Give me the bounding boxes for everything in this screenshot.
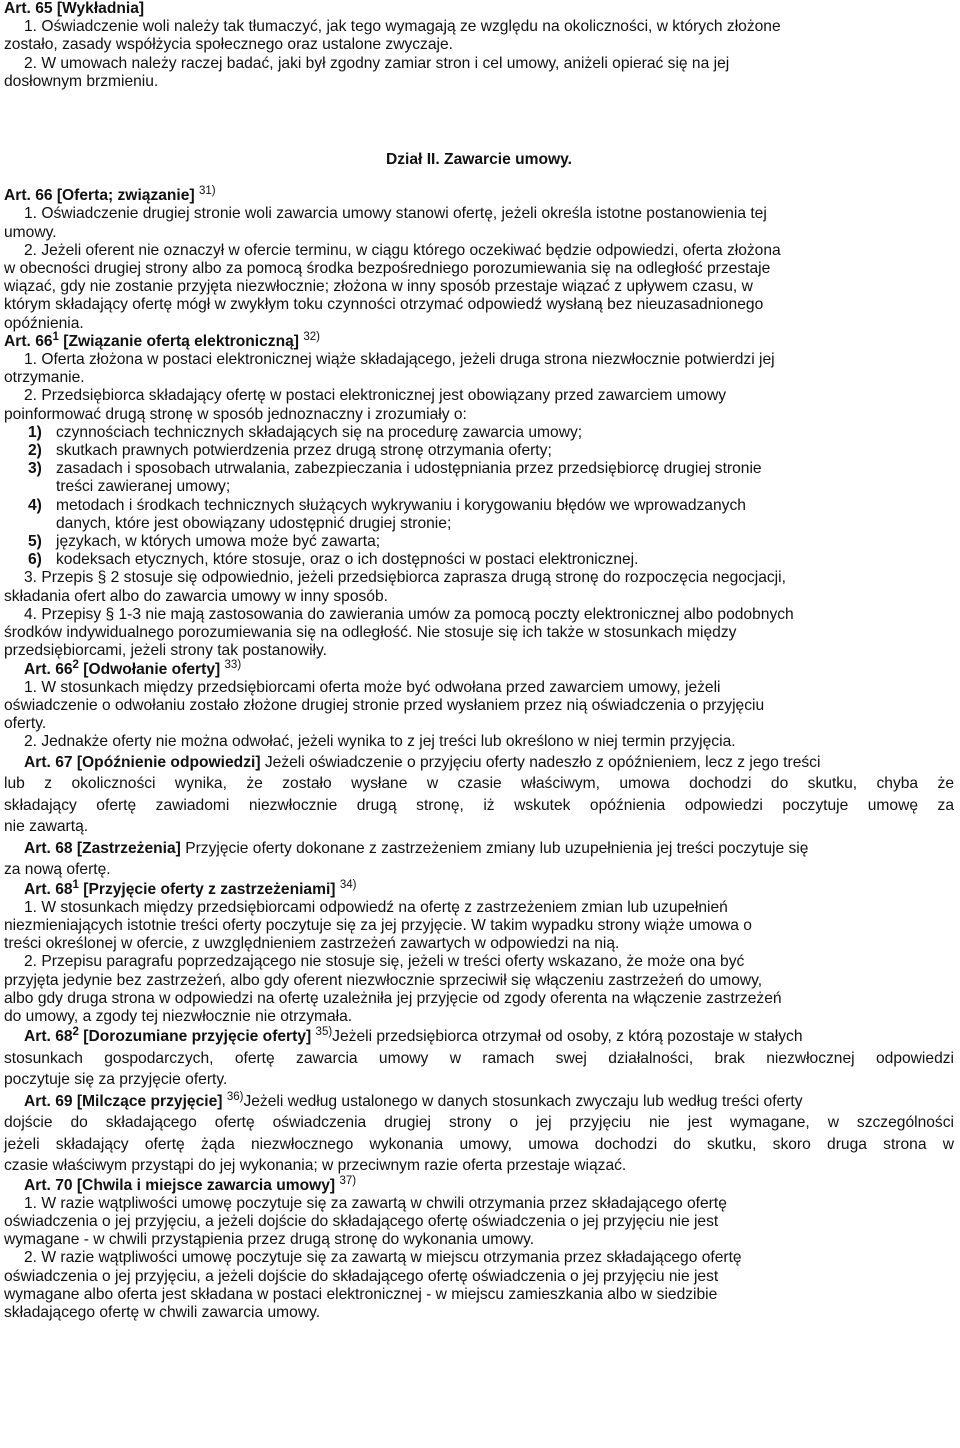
list-item-number: 4) <box>28 496 42 514</box>
article-68-1-line: niezmieniających istotnie treści oferty poczytuje się za jej przyjęcie. W takim wypadku strony wiąże umowa o <box>4 916 752 934</box>
article-67-line: Jeżeli oświadczenie o przyjęciu oferty nadeszło z opóźnieniem, lecz z jego treści <box>264 753 821 771</box>
article-68-1-line: przyjęta jedynie bez zastrzeżeń, albo gdy oferent niezwłocznie sprzeciwił się włączeniu zastrzeżeń do umowy, <box>4 971 763 989</box>
article-70-line: 2. W razie wątpliwości umowę poczytuje się za zawartą w miejscu otrzymania przez składającego ofertę <box>24 1249 742 1267</box>
article-66-2-line: 2. Jednakże oferty nie można odwołać, jeżeli wynika to z jej treści lub określono w niej termin przyjęcia. <box>24 733 736 751</box>
article-66-1-heading-line <box>4 330 954 351</box>
article-66-1-line: 2. Przedsiębiorca składający ofertę w postaci elektronicznej jest obowiązany przed zawarciem umowy <box>24 387 727 405</box>
article-65-para-1: 1. Oświadczenie woli należy tak tłumaczyć, jak tego wymagają ze względu na okoliczności, w których złożone <box>24 18 781 36</box>
article-66-line: 2. Jeżeli oferent nie oznaczył w ofercie terminu, w ciągu którego oczekiwać będzie odpowiedzi, oferta złożona <box>24 241 781 259</box>
footnote-ref: 32) <box>303 330 320 343</box>
article-67-heading-line <box>4 752 954 774</box>
article-65-para-2: 2. W umowach należy raczej badać, jaki był zgodny zamiar stron i cel umowy, aniżeli opierać się na jej <box>24 54 730 72</box>
article-68-line: Przyjęcie oferty dokonane z zastrzeżeniem zmiany lub uzupełnienia jej treści poczytuje się <box>185 839 809 857</box>
article-68-1-title: [Przyjęcie oferty z zastrzeżeniami] <box>83 880 336 898</box>
article-68-heading: Art. 68 [Zastrzeżenia] <box>24 839 181 857</box>
article-67-line: nie zawartą. <box>4 818 89 836</box>
article-67-line: lub z okoliczności wynika, że zostało wysłane w czasie właściwym, umowa dochodzi do skutku, chyba że <box>4 775 954 793</box>
article-70-line: składającego ofertę w chwili zawarcia umowy. <box>4 1304 321 1322</box>
list-item-text: skutkach prawnych potwierdzenia przez drugą stronę otrzymania oferty; <box>56 442 552 460</box>
list-item <box>4 442 954 460</box>
article-superscript: 1 <box>72 878 79 891</box>
article-superscript: 2 <box>72 1026 79 1039</box>
article-66-heading: Art. 66 [Oferta; związanie] <box>4 187 195 205</box>
list-item <box>4 551 954 569</box>
article-69-line: dojście do składającego ofertę oświadczenia drugiej strony o jej przyjęciu nie jest wymagane, w szczególności <box>4 1114 954 1132</box>
article-66-1-line: składania ofert albo do zawarcia umowy w inny sposób. <box>4 587 388 605</box>
article-68-1-line: do umowy, a zgody tej niezwłocznie nie otrzymała. <box>4 1007 353 1025</box>
article-67-line: składający ofertę zawiadomi niezwłocznie drugą stronę, iż wskutek opóźnienia odpowiedzi poczytuje umowę za <box>4 796 954 814</box>
article-65-para-1-cont: zostało, zasady współżycia społecznego oraz ustalone zwyczaje. <box>4 36 453 54</box>
article-68-line: za nową ofertę. <box>4 861 111 879</box>
article-66-1-line: 1. Oferta złożona w postaci elektronicznej wiąże składającego, jeżeli druga strona niezwłocznie potwierdzi jej <box>24 351 775 369</box>
article-70-line: 1. W razie wątpliwości umowę poczytuje się za zawartą w chwili otrzymania przez składającego ofertę <box>24 1194 727 1212</box>
footnote-ref: 33) <box>224 658 242 671</box>
section-title: Dział II. Zawarcie umowy. <box>385 151 573 169</box>
article-66-1-line: 4. Przepisy § 1-3 nie mają zastosowania do zawierania umów za pomocą poczty elektronicznej albo podobnych <box>24 605 794 623</box>
article-66-1-title: [Związanie ofertą elektroniczną] <box>63 332 299 350</box>
footnote-ref: 35) <box>315 1026 333 1039</box>
article-68-2-line: poczytuje się za przyjęcie oferty. <box>4 1071 228 1089</box>
list-item-text: językach, w których umowa może być zawarta; <box>56 533 381 551</box>
article-67-heading: Art. 67 [Opóźnienie odpowiedzi] <box>24 753 261 771</box>
article-69-line: jeżeli składający ofertę żąda niezwłocznego wykonania umowy, umowa dochodzi do skutku, skoro druga strona w <box>4 1135 954 1153</box>
article-66-2-line: oferty. <box>4 715 47 733</box>
article-70-line: wymagane - w chwili przystąpienia przez drugą stronę do wykonania umowy. <box>4 1231 535 1249</box>
article-66-2-line: 1. W stosunkach między przedsiębiorcami oferta może być odwołana przed zawarciem umowy, jeżeli <box>24 678 721 696</box>
article-70-heading-line <box>4 1174 954 1195</box>
article-66-1-line: otrzymanie. <box>4 369 85 387</box>
list-item-text: czynnościach technicznych składających się na procedurę zawarcia umowy; <box>56 423 583 441</box>
article-66-line: 1. Oświadczenie drugiej stronie woli zawarcia umowy stanowi ofertę, jeżeli określa istotne postanowienia tej <box>24 205 767 223</box>
article-70-line: wymagane albo oferta jest składana w postaci elektronicznej - w miejscu zamieszkania albo w siedzibie <box>4 1285 718 1303</box>
article-66-1-line: 3. Przepis § 2 stosuje się odpowiednio, jeżeli przedsiębiorca zaprasza drugą stronę do rozpoczęcia negocjacji, <box>24 569 786 587</box>
article-68-1-line: 1. W stosunkach między przedsiębiorcami odpowiedź na ofertę z zastrzeżeniem zmian lub uzupełnień <box>24 898 728 916</box>
list-item <box>4 533 954 551</box>
article-68-2-art: Art. 68 <box>24 1028 73 1046</box>
article-66-1-line: środków indywidualnego porozumiewania się na odległość. Nie stosuje się ich także w stosunkach między <box>4 624 737 642</box>
list-item <box>4 460 954 478</box>
list-item <box>4 478 954 496</box>
article-66-line: umowy. <box>4 223 57 241</box>
article-68-2-title: [Dorozumiane przyjęcie oferty] <box>83 1028 312 1046</box>
article-68-1-heading-line <box>4 878 954 899</box>
list-item-text: kodeksach etycznych, które stosuje, oraz o ich dostępności w postaci elektronicznej. <box>56 551 639 569</box>
article-68-heading-line <box>4 838 954 860</box>
article-66-2-art: Art. 66 <box>24 660 73 678</box>
article-66-heading-line <box>4 187 954 205</box>
article-70-line: oświadczenia o jej przyjęciu, a jeżeli dojście do składającego ofertę oświadczenia o jej przyjęciu nie jest <box>4 1267 719 1285</box>
list-item <box>4 497 954 515</box>
list-item-number: 6) <box>28 551 42 569</box>
list-item-text: treści zawieranej umowy; <box>56 478 231 496</box>
article-68-1-line: 2. Przepisu paragrafu poprzedzającego nie stosuje się, jeżeli w treści oferty wskazano, że może ona być <box>24 953 745 971</box>
article-65-heading: Art. 65 [Wykładnia] <box>4 0 145 17</box>
list-item <box>4 424 954 442</box>
article-70-heading: Art. 70 [Chwila i miejsce zawarcia umowy] <box>24 1176 336 1194</box>
article-68-2-heading-line <box>4 1026 954 1048</box>
article-66-2-heading-line <box>4 658 954 679</box>
article-66-1-line: przedsiębiorcami, jeżeli strony tak postanowiły. <box>4 642 327 660</box>
article-superscript: 1 <box>52 330 59 343</box>
list-item-number: 2) <box>28 442 42 460</box>
article-66-2-line: oświadczenie o odwołaniu zostało złożone drugiej stronie przed wysłaniem przez nią oświadczenia o przyjęciu <box>4 696 765 714</box>
article-68-1-art: Art. 68 <box>24 880 73 898</box>
spacer <box>4 91 954 151</box>
article-68-2-line: Jeżeli przedsiębiorca otrzymał od osoby, z którą pozostaje w stałych <box>332 1028 803 1046</box>
footnote-ref: 34) <box>339 878 357 891</box>
article-69-line: Jeżeli według ustalonego w danych stosunkach zwyczaju lub według treści oferty <box>243 1092 803 1110</box>
article-70-line: oświadczenia o jej przyjęciu, a jeżeli dojście do składającego ofertę oświadczenia o jej przyjęciu nie jest <box>4 1213 719 1231</box>
article-69-heading: Art. 69 [Milczące przyjęcie] <box>24 1092 223 1110</box>
article-69-heading-line <box>4 1091 954 1113</box>
article-68-1-line: treści określonej w ofercie, z uwzględnieniem zastrzeżeń zawartych w odpowiedzi na nią. <box>4 935 620 953</box>
article-66-line: którym składający ofertę mógł w zwykłym toku czynności otrzymać odpowiedź wysłaną bez nieuzasadnionego <box>4 296 764 314</box>
article-69-line: czasie właściwym przystąpi do jej wykonania; w przeciwnym razie oferta przestaje wiązać. <box>4 1157 627 1175</box>
footnote-ref: 37) <box>339 1174 357 1187</box>
list-item-number: 1) <box>28 423 42 441</box>
enumerated-list <box>4 424 954 570</box>
article-66-line: w obecności drugiej strony albo za pomocą środka bezpośredniego porozumiewania się na odległość przestaje <box>4 260 771 278</box>
footnote-ref: 31) <box>198 185 216 198</box>
footnote-ref: 36) <box>226 1090 244 1103</box>
list-item-text: metodach i środkach technicznych służących wykrywaniu i korygowaniu błędów we wprowadzanych <box>56 496 746 514</box>
article-66-line: wiązać, gdy nie zostanie przyjęta niezwłocznie; złożona w inny sposób przestaje wiązać z upływem czasu, w <box>4 278 753 296</box>
article-66-1-art: Art. 66 <box>4 332 53 350</box>
article-66-1-line: poinformować drugą stronę w sposób jednoznaczny i zrozumiały o: <box>4 405 467 423</box>
article-68-2-line: stosunkach gospodarczych, ofertę zawarcia umowy w ramach swej działalności, brak niezwłocznej odpowiedzi <box>4 1049 954 1067</box>
article-66-2-title: [Odwołanie oferty] <box>83 660 221 678</box>
list-item <box>4 515 954 533</box>
article-66-line: opóźnienia. <box>4 314 84 332</box>
list-item-text: danych, które jest obowiązany udostępnić drugiej stronie; <box>56 514 452 532</box>
article-68-1-line: albo gdy druga strona w odpowiedzi na ofertę uzależniła jej przyjęcie od zgody oferenta na włączenie zastrzeżeń <box>4 989 782 1007</box>
list-item-number: 3) <box>28 460 42 478</box>
article-superscript: 2 <box>72 658 79 671</box>
article-65-para-2-cont: dosłownym brzmieniu. <box>4 72 159 90</box>
spacer <box>4 169 954 187</box>
list-item-text: zasadach i sposobach utrwalania, zabezpieczania i udostępniania przez przedsiębiorcę drugiej stronie <box>56 460 762 478</box>
list-item-number: 5) <box>28 533 42 551</box>
